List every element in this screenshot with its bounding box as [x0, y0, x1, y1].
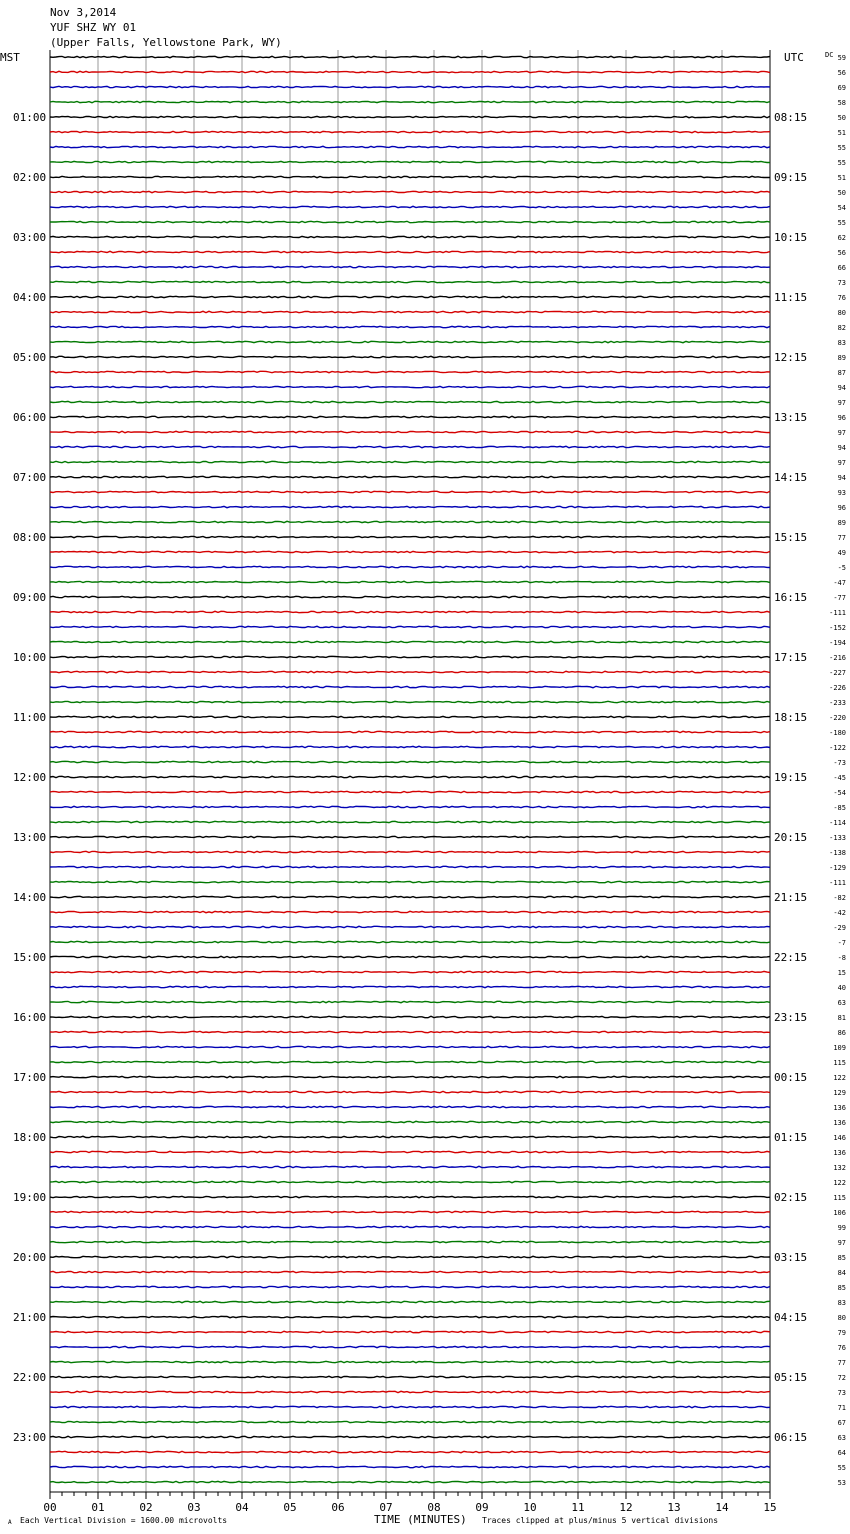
- dc-offset: 89: [837, 519, 846, 527]
- seismic-traces: [50, 56, 770, 1482]
- hour-label-right: 05:15: [774, 1371, 808, 1384]
- dc-offset: 55: [837, 1464, 846, 1472]
- trace: [50, 521, 770, 522]
- x-tick-label: 12: [619, 1501, 633, 1514]
- trace: [50, 986, 770, 987]
- trace: [50, 236, 770, 237]
- dc-offset: -194: [829, 639, 846, 647]
- trace: [50, 851, 770, 852]
- header-station: YUF SHZ WY 01: [50, 21, 137, 34]
- hour-label-right: 18:15: [774, 711, 808, 724]
- trace: [50, 1391, 770, 1392]
- dc-offset: -45: [833, 774, 846, 782]
- trace: [50, 716, 770, 717]
- dc-offset: 136: [833, 1149, 846, 1157]
- trace: [50, 1166, 770, 1167]
- hour-label-right: 00:15: [774, 1071, 808, 1084]
- dc-offset: -122: [829, 744, 846, 752]
- dc-offset: 93: [837, 489, 846, 497]
- dc-offset: -226: [829, 684, 846, 692]
- trace: [50, 461, 770, 462]
- clip-note: Traces clipped at plus/minus 5 vertical divisions: [482, 1516, 719, 1525]
- hour-label-right: 02:15: [774, 1191, 808, 1204]
- trace: [50, 101, 770, 102]
- hour-label-right: 15:15: [774, 531, 808, 544]
- dc-offset: 55: [837, 219, 846, 227]
- trace: [50, 806, 770, 807]
- dc-offset: 71: [837, 1404, 846, 1412]
- dc-offset: 109: [833, 1044, 846, 1052]
- trace: [50, 401, 770, 402]
- hour-label-right: 04:15: [774, 1311, 808, 1324]
- x-tick-label: 05: [283, 1501, 297, 1514]
- dc-offset: 87: [837, 369, 846, 377]
- x-tick-label: 02: [139, 1501, 153, 1514]
- dc-offset: 136: [833, 1104, 846, 1112]
- dc-offset: 77: [837, 1359, 846, 1367]
- right-hour-labels: [774, 111, 807, 1444]
- trace: [50, 1001, 770, 1002]
- trace: [50, 431, 770, 432]
- dc-offset: 99: [837, 1224, 846, 1232]
- hour-label-left: 01:00: [13, 111, 47, 124]
- dc-offset: 84: [837, 1269, 846, 1277]
- trace: [50, 746, 770, 747]
- x-tick-label: 14: [715, 1501, 729, 1514]
- dc-offset: -7: [837, 939, 846, 947]
- trace: [50, 476, 770, 477]
- trace: [50, 71, 770, 72]
- hour-label-left: 12:00: [13, 771, 47, 784]
- hour-label-left: 11:00: [13, 711, 47, 724]
- dc-offset: -111: [829, 609, 846, 617]
- trace: [50, 356, 770, 357]
- trace: [50, 221, 770, 222]
- dc-offset: -233: [829, 699, 846, 707]
- trace: [50, 821, 770, 822]
- trace: [50, 671, 770, 672]
- dc-offset: -227: [829, 669, 846, 677]
- dc-offset: 15: [837, 969, 846, 977]
- trace: [50, 386, 770, 387]
- dc-offset: 122: [833, 1179, 846, 1187]
- dc-offset: 94: [837, 474, 846, 482]
- dc-offset: 50: [837, 114, 846, 122]
- left-timezone-label: MST: [0, 51, 20, 64]
- hour-label-right: 03:15: [774, 1251, 808, 1264]
- hour-label-right: 09:15: [774, 171, 808, 184]
- hour-label-left: 03:00: [13, 231, 47, 244]
- hour-label-left: 17:00: [13, 1071, 47, 1084]
- trace: [50, 1331, 770, 1332]
- dc-offset: 97: [837, 429, 846, 437]
- dc-offset: 97: [837, 399, 846, 407]
- dc-offset: 76: [837, 294, 846, 302]
- hour-label-left: 10:00: [13, 651, 47, 664]
- x-axis: [43, 1492, 776, 1514]
- hour-label-right: 01:15: [774, 1131, 808, 1144]
- trace: [50, 551, 770, 552]
- trace: [50, 131, 770, 132]
- hour-label-left: 09:00: [13, 591, 47, 604]
- dc-offset: -5: [837, 564, 846, 572]
- hour-label-right: 10:15: [774, 231, 808, 244]
- x-tick-label: 11: [571, 1501, 585, 1514]
- hour-label-left: 16:00: [13, 1011, 47, 1024]
- dc-offset: 122: [833, 1074, 846, 1082]
- x-axis-label: TIME (MINUTES): [374, 1513, 467, 1526]
- dc-offset: 59: [837, 54, 846, 62]
- hour-label-left: 13:00: [13, 831, 47, 844]
- hour-label-left: 14:00: [13, 891, 47, 904]
- trace: [50, 791, 770, 792]
- dc-offset: -180: [829, 729, 846, 737]
- trace: [50, 56, 770, 57]
- dc-offset: 50: [837, 189, 846, 197]
- dc-offset: -47: [833, 579, 846, 587]
- trace: [50, 1451, 770, 1452]
- trace: [50, 161, 770, 162]
- trace: [50, 1091, 770, 1092]
- x-tick-label: 01: [91, 1501, 105, 1514]
- dc-offset: 136: [833, 1119, 846, 1127]
- trace: [50, 116, 770, 117]
- trace: [50, 1106, 770, 1107]
- trace: [50, 686, 770, 687]
- corner-mark: A: [8, 1519, 12, 1526]
- trace: [50, 266, 770, 267]
- dc-offset: 82: [837, 324, 846, 332]
- trace: [50, 491, 770, 492]
- dc-offset: 129: [833, 1089, 846, 1097]
- hour-label-right: 16:15: [774, 591, 808, 604]
- dc-offset: 96: [837, 414, 846, 422]
- dc-offset: 73: [837, 279, 846, 287]
- hour-label-right: 21:15: [774, 891, 808, 904]
- dc-offset: 64: [837, 1449, 846, 1457]
- trace: [50, 416, 770, 417]
- hour-label-right: 12:15: [774, 351, 808, 364]
- dc-offset: 115: [833, 1194, 846, 1202]
- x-tick-label: 09: [475, 1501, 489, 1514]
- trace: [50, 281, 770, 282]
- hour-label-left: 06:00: [13, 411, 47, 424]
- dc-offset: 86: [837, 1029, 846, 1037]
- trace: [50, 446, 770, 447]
- dc-offset: 72: [837, 1374, 846, 1382]
- x-tick-label: 06: [331, 1501, 345, 1514]
- hour-label-left: 08:00: [13, 531, 47, 544]
- trace: [50, 86, 770, 87]
- trace: [50, 971, 770, 972]
- trace: [50, 836, 770, 837]
- trace: [50, 701, 770, 702]
- trace: [50, 1481, 770, 1482]
- trace: [50, 1346, 770, 1347]
- trace: [50, 191, 770, 192]
- dc-offset: 58: [837, 99, 846, 107]
- dc-offset: -111: [829, 879, 846, 887]
- dc-offset: 115: [833, 1059, 846, 1067]
- trace: [50, 1046, 770, 1047]
- hour-label-left: 19:00: [13, 1191, 47, 1204]
- header-date: Nov 3,2014: [50, 6, 117, 19]
- trace: [50, 1421, 770, 1422]
- dc-offset: 85: [837, 1284, 846, 1292]
- dc-offset: 79: [837, 1329, 846, 1337]
- x-tick-label: 00: [43, 1501, 57, 1514]
- left-hour-labels: [13, 111, 46, 1444]
- dc-offset: 51: [837, 129, 846, 137]
- trace: [50, 536, 770, 537]
- trace: [50, 326, 770, 327]
- hour-label-left: 02:00: [13, 171, 47, 184]
- trace: [50, 296, 770, 297]
- hour-label-left: 22:00: [13, 1371, 47, 1384]
- trace: [50, 881, 770, 882]
- dc-offset: 81: [837, 1014, 846, 1022]
- dc-offset: 94: [837, 384, 846, 392]
- dc-offset: -29: [833, 924, 846, 932]
- trace: [50, 1376, 770, 1377]
- dc-offset: 146: [833, 1134, 846, 1142]
- trace: [50, 611, 770, 612]
- dc-offset: -220: [829, 714, 846, 722]
- dc-offset: 49: [837, 549, 846, 557]
- trace: [50, 1196, 770, 1197]
- dc-offset: -85: [833, 804, 846, 812]
- trace: [50, 926, 770, 927]
- dc-offset: 54: [837, 204, 846, 212]
- hour-label-right: 06:15: [774, 1431, 808, 1444]
- dc-offset: -82: [833, 894, 846, 902]
- dc-offset: 77: [837, 534, 846, 542]
- trace: [50, 1301, 770, 1302]
- hour-label-left: 15:00: [13, 951, 47, 964]
- dc-offset: -73: [833, 759, 846, 767]
- dc-offset: 83: [837, 1299, 846, 1307]
- trace: [50, 941, 770, 942]
- x-tick-label: 15: [763, 1501, 777, 1514]
- dc-offset: -138: [829, 849, 846, 857]
- trace: [50, 506, 770, 507]
- dc-offset: 94: [837, 444, 846, 452]
- dc-offset: 132: [833, 1164, 846, 1172]
- dc-offset: 63: [837, 1434, 846, 1442]
- trace: [50, 866, 770, 867]
- trace: [50, 596, 770, 597]
- dc-offset: 76: [837, 1344, 846, 1352]
- trace: [50, 371, 770, 372]
- trace: [50, 1211, 770, 1212]
- trace: [50, 626, 770, 627]
- x-tick-label: 13: [667, 1501, 681, 1514]
- hour-label-right: 20:15: [774, 831, 808, 844]
- hour-label-left: 21:00: [13, 1311, 47, 1324]
- hour-label-right: 17:15: [774, 651, 808, 664]
- x-tick-label: 07: [379, 1501, 393, 1514]
- trace: [50, 1286, 770, 1287]
- hour-label-left: 04:00: [13, 291, 47, 304]
- trace: [50, 731, 770, 732]
- dc-offset-labels: [829, 54, 846, 1487]
- dc-label: DC: [825, 51, 834, 59]
- dc-offset: 83: [837, 339, 846, 347]
- dc-offset: 96: [837, 504, 846, 512]
- hour-label-right: 13:15: [774, 411, 808, 424]
- trace: [50, 1436, 770, 1437]
- dc-offset: -129: [829, 864, 846, 872]
- dc-offset: 63: [837, 999, 846, 1007]
- hour-label-right: 19:15: [774, 771, 808, 784]
- trace: [50, 176, 770, 177]
- dc-offset: 73: [837, 1389, 846, 1397]
- hour-label-right: 11:15: [774, 291, 808, 304]
- x-tick-label: 10: [523, 1501, 537, 1514]
- trace: [50, 1016, 770, 1017]
- trace: [50, 1466, 770, 1467]
- hour-label-left: 05:00: [13, 351, 47, 364]
- trace: [50, 1361, 770, 1362]
- dc-offset: 67: [837, 1419, 846, 1427]
- trace: [50, 1151, 770, 1152]
- trace: [50, 656, 770, 657]
- dc-offset: -152: [829, 624, 846, 632]
- dc-offset: 66: [837, 264, 846, 272]
- trace: [50, 1241, 770, 1242]
- trace: [50, 146, 770, 147]
- trace: [50, 911, 770, 912]
- hour-label-right: 23:15: [774, 1011, 808, 1024]
- trace: [50, 1076, 770, 1077]
- trace: [50, 566, 770, 567]
- dc-offset: 53: [837, 1479, 846, 1487]
- hour-label-left: 07:00: [13, 471, 47, 484]
- dc-offset: -8: [837, 954, 846, 962]
- header-location: (Upper Falls, Yellowstone Park, WY): [50, 36, 282, 49]
- trace: [50, 1121, 770, 1122]
- dc-offset: 106: [833, 1209, 846, 1217]
- dc-offset: 69: [837, 84, 846, 92]
- trace: [50, 1031, 770, 1032]
- dc-offset: 97: [837, 1239, 846, 1247]
- dc-offset: 80: [837, 1314, 846, 1322]
- dc-offset: -42: [833, 909, 846, 917]
- trace: [50, 1181, 770, 1182]
- hour-label-left: 20:00: [13, 1251, 47, 1264]
- dc-offset: -54: [833, 789, 846, 797]
- hour-label-right: 14:15: [774, 471, 808, 484]
- trace: [50, 896, 770, 897]
- dc-offset: 97: [837, 459, 846, 467]
- dc-offset: 55: [837, 144, 846, 152]
- dc-offset: 40: [837, 984, 846, 992]
- dc-offset: -77: [833, 594, 846, 602]
- dc-offset: 85: [837, 1254, 846, 1262]
- trace: [50, 311, 770, 312]
- dc-offset: 56: [837, 249, 846, 257]
- hour-label-right: 08:15: [774, 111, 808, 124]
- trace: [50, 341, 770, 342]
- dc-offset: -133: [829, 834, 846, 842]
- hour-label-left: 23:00: [13, 1431, 47, 1444]
- dc-offset: 62: [837, 234, 846, 242]
- dc-offset: 51: [837, 174, 846, 182]
- trace: [50, 1406, 770, 1407]
- scale-note: Each Vertical Division = 1600.00 microvolts: [20, 1516, 228, 1525]
- hour-label-left: 18:00: [13, 1131, 47, 1144]
- dc-offset: 89: [837, 354, 846, 362]
- x-tick-label: 04: [235, 1501, 249, 1514]
- dc-offset: 55: [837, 159, 846, 167]
- x-tick-label: 03: [187, 1501, 201, 1514]
- dc-offset: 80: [837, 309, 846, 317]
- dc-offset: -216: [829, 654, 846, 662]
- trace: [50, 1271, 770, 1272]
- trace: [50, 251, 770, 252]
- trace: [50, 206, 770, 207]
- trace: [50, 956, 770, 957]
- trace: [50, 1226, 770, 1227]
- trace: [50, 581, 770, 582]
- dc-offset: -114: [829, 819, 846, 827]
- trace: [50, 776, 770, 777]
- trace: [50, 761, 770, 762]
- trace: [50, 1256, 770, 1257]
- trace: [50, 1061, 770, 1062]
- dc-offset: 56: [837, 69, 846, 77]
- right-timezone-label: UTC: [784, 51, 804, 64]
- trace: [50, 1136, 770, 1137]
- trace: [50, 1316, 770, 1317]
- trace: [50, 641, 770, 642]
- hour-label-right: 22:15: [774, 951, 808, 964]
- x-tick-label: 08: [427, 1501, 441, 1514]
